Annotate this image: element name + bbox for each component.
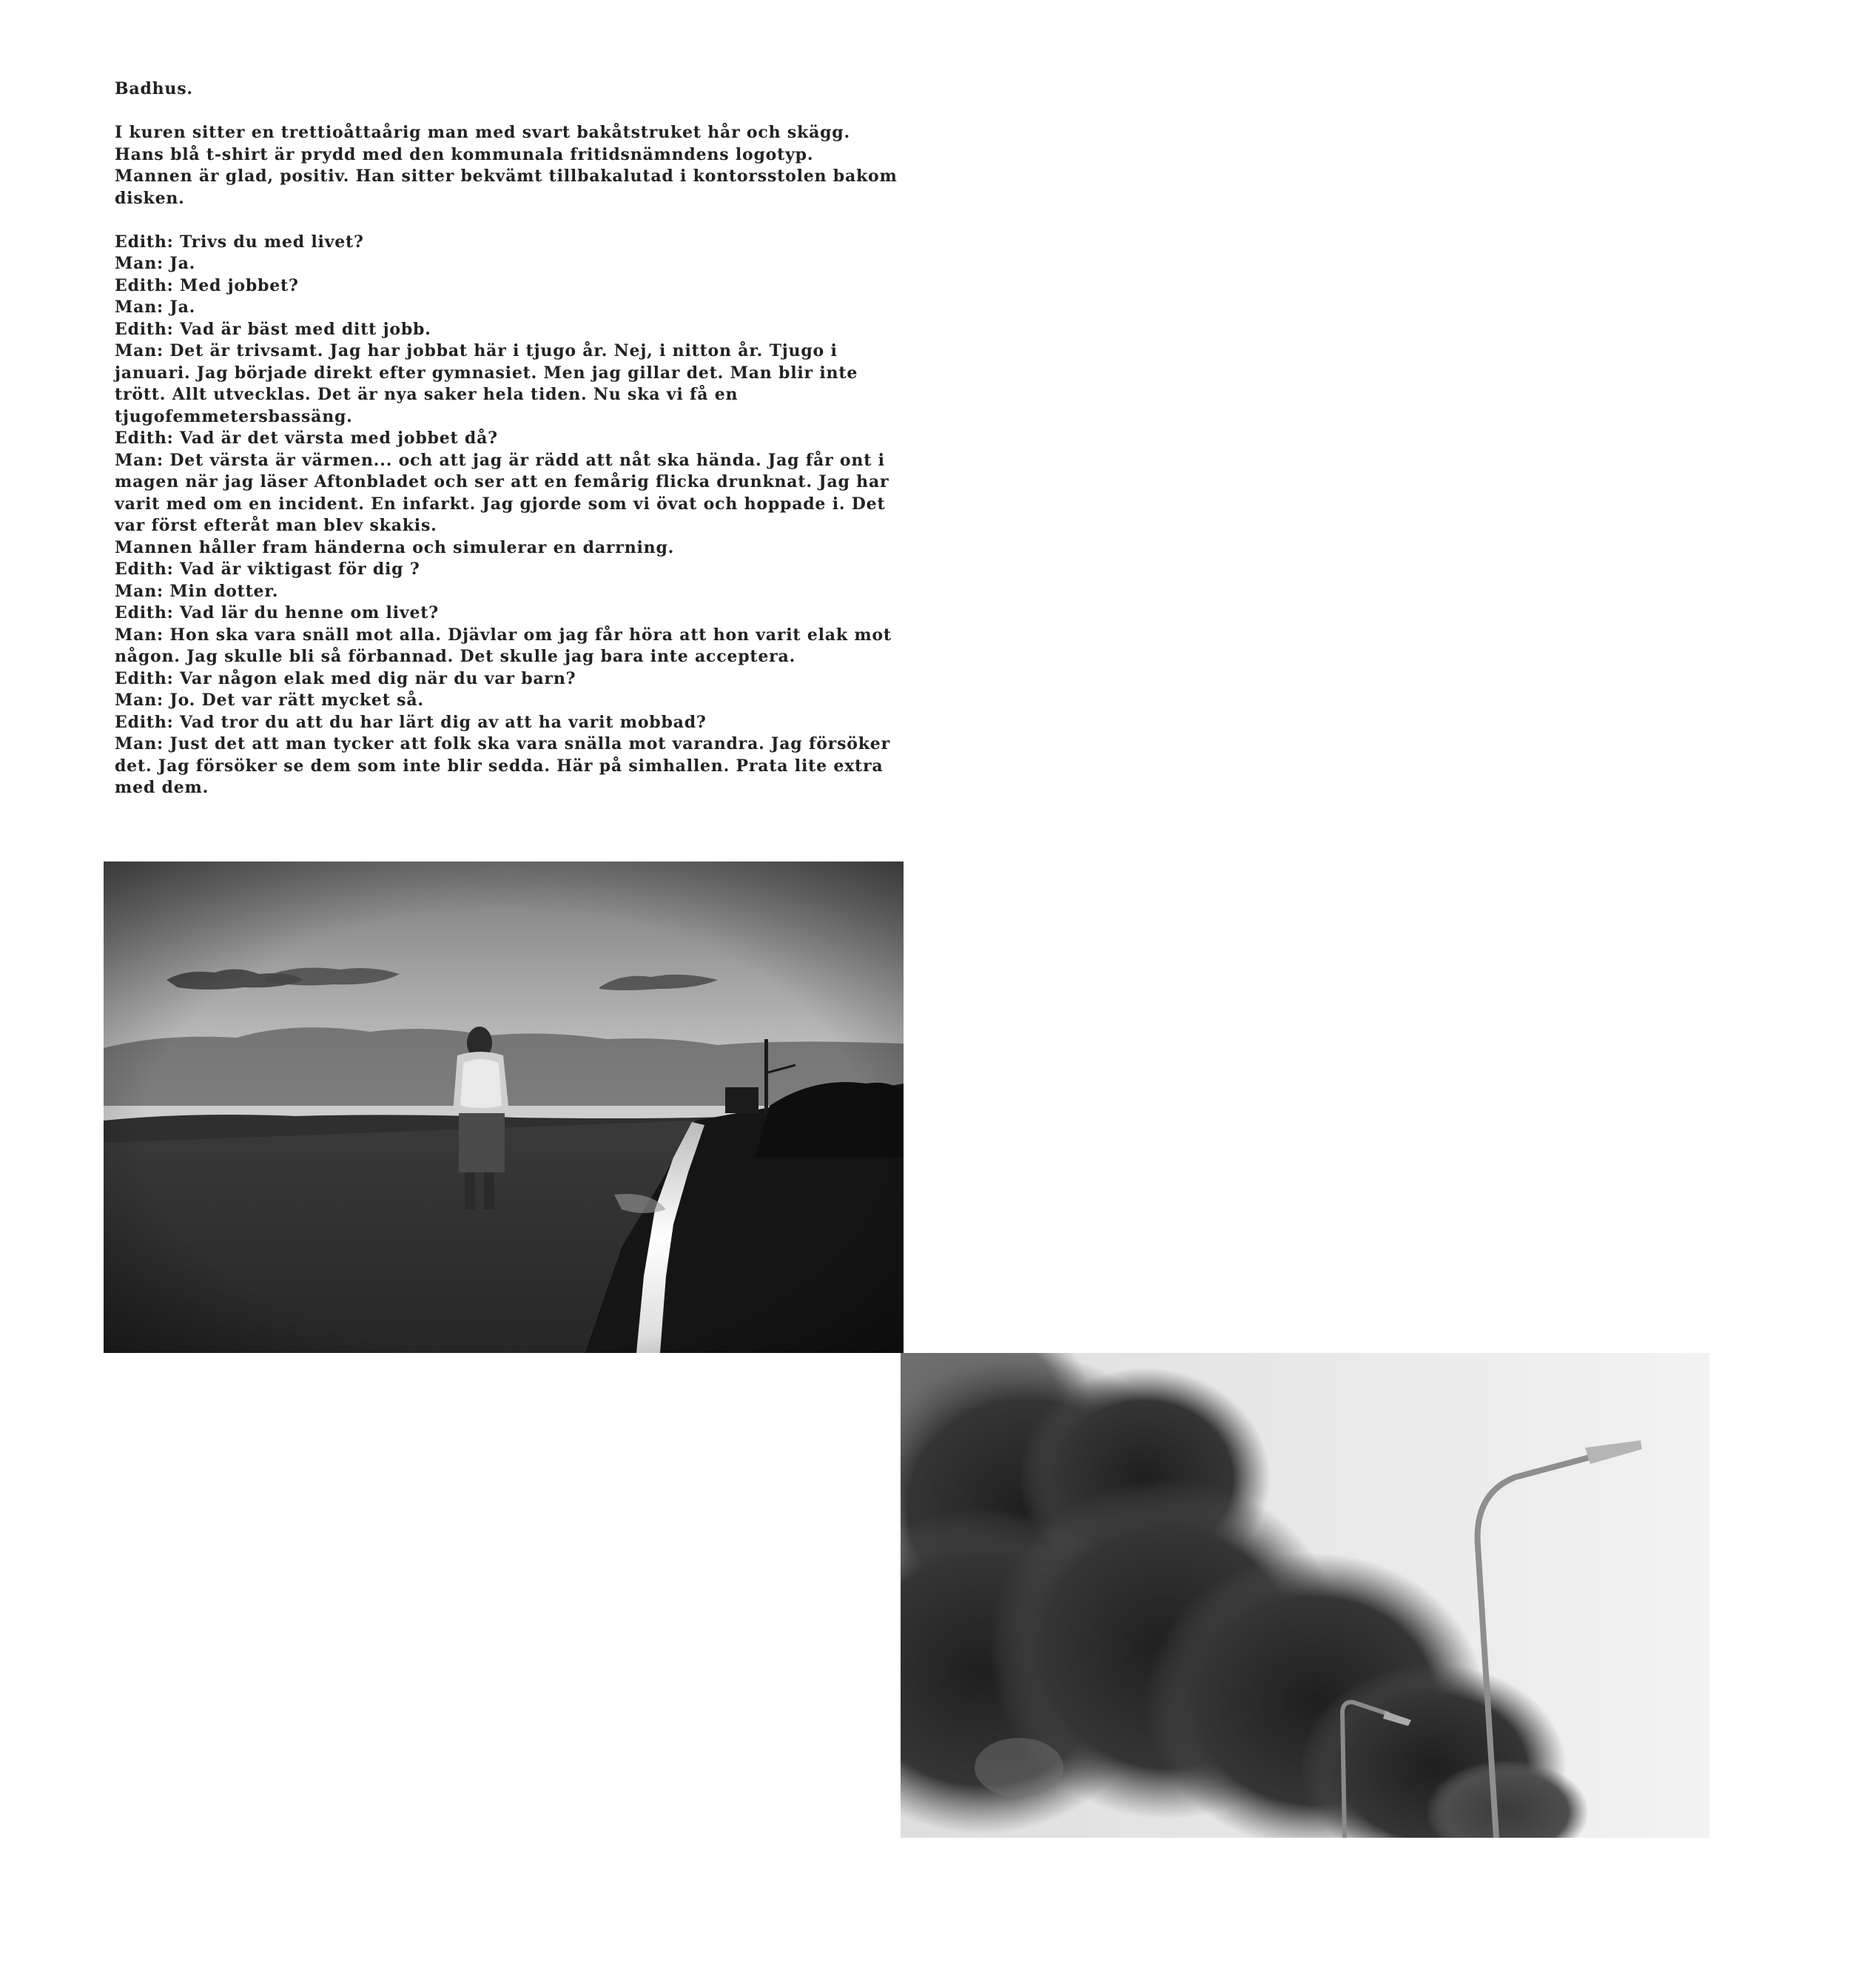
road-photo-illustration [104, 862, 904, 1353]
dialogue-line: Edith: Vad är viktigast för dig ? [115, 560, 420, 579]
dialogue-line: Edith: Med jobbet? [115, 275, 299, 295]
smoke-photo-illustration [901, 1353, 1709, 1838]
dialogue-line: Mannen håller fram händerna och simulerar en darrning. [115, 537, 675, 557]
dialogue-line: Man: Min dotter. [115, 581, 279, 601]
intro-line: Mannen är glad, positiv. Han sitter bekvämt tillbakalutad i kontorsstolen bakom disken. [115, 167, 898, 208]
paragraph-gap [115, 209, 899, 232]
dialogue-line: Man: Ja. [115, 254, 196, 273]
photo-road-walker [104, 862, 904, 1353]
dialogue-line: Man: Just det att man tycker att folk ska vara snälla mot varandra. Jag försöker det. Jag försöker se dem som inte blir sedda. Här på simhallen. Prata lite extra med dem. [115, 734, 890, 797]
dialogue-line: Man: Det värsta är värmen... och att jag är rädd att nåt ska hända. Jag får ont i magen när jag läser Aftonbladet och ser att en femårig flicka drunknat. Jag har varit med om en incident. En infarkt. Jag gjorde som vi övat och hoppade i. Det var först efteråt man blev skakis. [115, 450, 889, 535]
interview-text [115, 78, 899, 799]
dialogue-line: Edith: Vad lär du henne om livet? [115, 603, 439, 622]
heading: Badhus. [115, 79, 193, 98]
dialogue-line: Edith: Vad är det värsta med jobbet då? [115, 429, 498, 448]
paragraph-gap [115, 101, 899, 123]
dialogue-line: Edith: Vad tror du att du har lärt dig av att ha varit mobbad? [115, 712, 707, 732]
intro-line: I kuren sitter en trettioåttaårig man med svart bakåtstruket hår och skägg. Hans blå t-shirt är prydd med den kommunala fritidsnämndens logotyp. [115, 123, 850, 164]
dialogue-line: Man: Ja. [115, 298, 196, 317]
photo-smoke-street-lamps [901, 1353, 1709, 1838]
dialogue-line: Man: Det är trivsamt. Jag har jobbat här i tjugo år. Nej, i nitton år. Tjugo i januari. Jag började direkt efter gymnasiet. Men jag gillar det. Man blir inte trött. Allt utvecklas. Det är nya saker hela tiden. Nu ska vi få en tjugofemmetersbassäng. [115, 341, 858, 426]
dialogue-line: Edith: Vad är bäst med ditt jobb. [115, 319, 431, 339]
dialogue-line: Man: Jo. Det var rätt mycket så. [115, 691, 424, 710]
dialogue-line: Man: Hon ska vara snäll mot alla. Djävlar om jag får höra att hon varit elak mot någon. Jag skulle bli så förbannad. Det skulle jag bara inte acceptera. [115, 625, 892, 666]
dialogue-line: Edith: Trivs du med livet? [115, 232, 364, 252]
dialogue-line: Edith: Var någon elak med dig när du var barn? [115, 668, 576, 688]
